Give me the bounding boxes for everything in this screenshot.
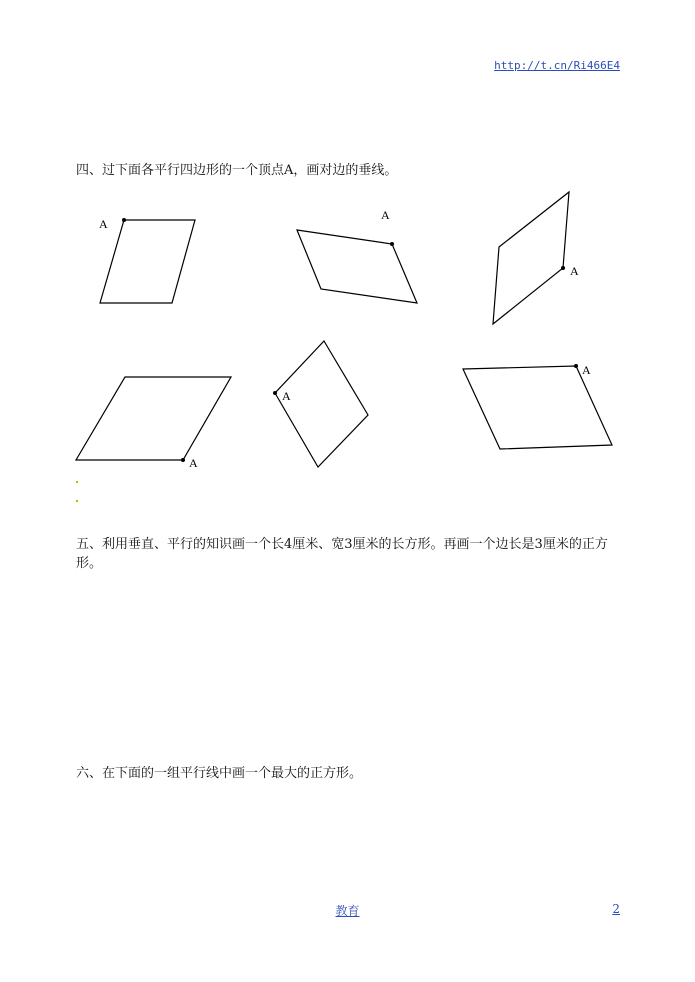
parallelogram-6-shape xyxy=(463,366,612,449)
footer-center-link[interactable]: 教育 xyxy=(335,904,360,918)
vertex-a-5-label: A xyxy=(282,389,291,403)
parallelogram-3 xyxy=(493,192,579,324)
vertex-a-4-dot xyxy=(181,458,185,462)
vertex-a-2-dot xyxy=(390,242,394,246)
vertex-a-3-label: A xyxy=(570,264,579,278)
vertex-a-4-label: A xyxy=(189,456,198,470)
question-four: 四、过下面各平行四边形的一个顶点A，画对边的垂线。 xyxy=(76,163,398,178)
parallelogram-4 xyxy=(76,377,231,470)
stray-mark-2 xyxy=(76,500,78,502)
footer-page-number[interactable]: 2 xyxy=(612,902,620,916)
vertex-a-2-label: A xyxy=(381,208,390,222)
parallelogram-1-shape xyxy=(100,220,195,303)
parallelogram-4-shape xyxy=(76,377,231,460)
parallelogram-3-shape xyxy=(493,192,569,324)
vertex-a-5-dot xyxy=(273,391,277,395)
header-url-link[interactable]: http://t.cn/Ri466E4 xyxy=(494,59,620,72)
parallelogram-1 xyxy=(99,217,195,303)
vertex-a-6-dot xyxy=(574,364,578,368)
vertex-a-1-label: A xyxy=(99,217,108,231)
vertex-a-1-dot xyxy=(122,218,126,222)
stray-mark-1 xyxy=(76,481,78,483)
parallelogram-6 xyxy=(463,363,612,449)
parallelogram-2-shape xyxy=(297,230,417,303)
parallelogram-5 xyxy=(273,341,368,467)
parallelogram-5-shape xyxy=(275,341,368,467)
parallelogram-2 xyxy=(297,208,417,303)
question-five: 五、利用垂直、平行的知识画一个长4厘米、宽3厘米的长方形。再画一个边长是3厘米的正方形。 xyxy=(76,537,608,571)
question-six: 六、在下面的一组平行线中画一个最大的正方形。 xyxy=(76,766,363,781)
vertex-a-3-dot xyxy=(561,266,565,270)
vertex-a-6-label: A xyxy=(582,363,591,377)
